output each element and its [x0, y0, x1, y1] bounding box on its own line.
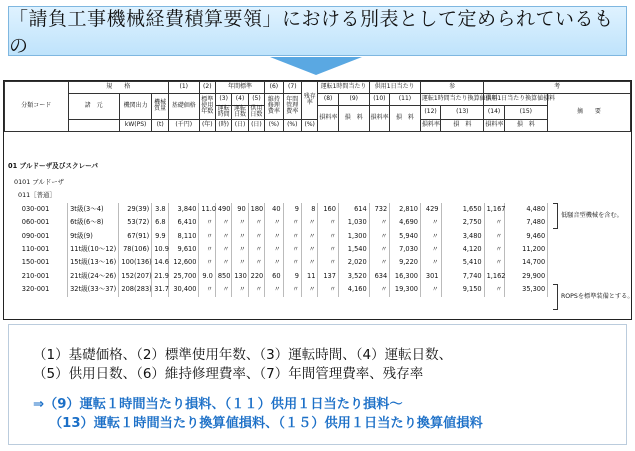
cell-out: 67(91) — [119, 230, 152, 243]
cell-m: 〃 — [265, 216, 283, 229]
cell-code: 150-001 — [4, 257, 68, 270]
cell-r: 11 — [301, 270, 317, 283]
cell-s: 〃 — [248, 216, 264, 229]
cell-m: 〃 — [265, 283, 283, 296]
header-residual-unit: (%) — [302, 119, 318, 131]
cell-r10: 634 — [369, 270, 390, 283]
cell-remarks — [548, 230, 631, 243]
cell-g: 9 — [283, 270, 301, 283]
header-c10: (10) — [369, 94, 389, 106]
section-title: 01 ブルドーザ及びスクレーパ — [8, 162, 99, 170]
cell-r12: 429 — [420, 203, 441, 216]
cell-r12: 〃 — [420, 230, 441, 243]
cell-g: 〃 — [283, 216, 301, 229]
header-c5: (5) — [248, 94, 264, 106]
cell-code: 060-001 — [4, 216, 68, 229]
cell-h: 〃 — [215, 243, 231, 256]
cell-d: 〃 — [232, 283, 248, 296]
cell-r14: 〃 — [484, 230, 505, 243]
cell-std: 9.0 — [199, 270, 215, 283]
cell-r13: 3,480 — [441, 230, 484, 243]
cell-r9: 2,020 — [338, 257, 369, 270]
cell-d: 〃 — [232, 257, 248, 270]
header-sv-unit: (日) — [248, 119, 264, 131]
cell-wt: 6.8 — [152, 216, 168, 229]
header-c3: (3) — [215, 94, 231, 106]
cell-code: 030-001 — [4, 203, 68, 216]
header-c4: (4) — [232, 94, 248, 106]
cell-r13: 1,650 — [441, 203, 484, 216]
header-output: 機関出力 — [119, 94, 152, 120]
header-op-days: 運転日数 — [232, 106, 248, 120]
cell-spec: 32t級(33～37) — [68, 283, 119, 296]
cell-s: 〃 — [248, 230, 264, 243]
cell-base: 3,840 — [168, 203, 199, 216]
header-std-unit: (年) — [199, 119, 215, 131]
cell-r11: 2,810 — [390, 203, 421, 216]
cell-spec: 3t級(3～4) — [68, 203, 119, 216]
cell-d: 130 — [232, 270, 248, 283]
cell-h: 〃 — [215, 216, 231, 229]
cell-r11: 16,300 — [390, 270, 421, 283]
cell-wt: 10.9 — [152, 243, 168, 256]
cell-out: 29(39) — [119, 203, 152, 216]
cell-s: 〃 — [248, 243, 264, 256]
header-c14: (14) — [484, 106, 504, 120]
cell-r10: 〃 — [369, 243, 390, 256]
cell-out: 152(207) — [119, 270, 152, 283]
header-rate-12: 損料率 — [420, 119, 440, 131]
cell-r12: 〃 — [420, 283, 441, 296]
explain-line-1: （1）基礎価格、（2）標準使用年数、（3）運転時間、（4）運転日数、 — [33, 347, 453, 363]
cell-m: 〃 — [265, 243, 283, 256]
cell-r11: 5,940 — [390, 230, 421, 243]
explain-line-3: ⇒（9）運転１時間当たり損料、（１１）供用１日当たり損料～ — [33, 397, 403, 412]
cell-wt: 3.8 — [152, 203, 168, 216]
cell-r13: 9,150 — [441, 283, 484, 296]
cell-out: 208(283) — [119, 283, 152, 296]
cell-r14: 〃 — [484, 216, 505, 229]
cell-r8: 160 — [318, 203, 339, 216]
cell-base: 30,400 — [168, 283, 199, 296]
cell-s: 〃 — [248, 283, 264, 296]
cell-r15: 11,200 — [505, 243, 548, 256]
header-annual: 年間標準 — [215, 82, 264, 94]
cell-wt: 14.6 — [152, 257, 168, 270]
cell-r15: 7,480 — [505, 216, 548, 229]
header-c11: (11) — [390, 94, 421, 106]
cell-base: 9,610 — [168, 243, 199, 256]
table-row — [4, 283, 631, 296]
header-remarks: 摘 要 — [547, 94, 630, 132]
note-low-noise: 低騒音型機械を含む。 — [561, 212, 623, 219]
cell-r11: 19,300 — [390, 283, 421, 296]
cell-code: 090-001 — [4, 230, 68, 243]
cell-r11: 4,690 — [390, 216, 421, 229]
cell-std: 〃 — [199, 243, 215, 256]
cell-g: 〃 — [283, 230, 301, 243]
header-fee-15: 損 料 — [504, 119, 547, 131]
header-ref: 参 — [420, 82, 484, 94]
cell-out: 53(72) — [119, 216, 152, 229]
header-ref2: 考 — [484, 82, 631, 94]
cell-spec: 15t級(13～16) — [68, 257, 119, 270]
cell-h: 〃 — [215, 257, 231, 270]
header-c6: (6) — [265, 82, 283, 94]
cell-r8: 〃 — [318, 230, 339, 243]
cell-r15: 29,900 — [505, 270, 548, 283]
title-banner — [8, 6, 627, 56]
header-op-days-unit: (日) — [232, 119, 248, 131]
cell-r14: 〃 — [484, 257, 505, 270]
header-fee-11: 損 料 — [390, 106, 421, 132]
header-rate-10: 損料率 — [369, 106, 389, 132]
cell-r14: 1,162 — [484, 270, 505, 283]
cell-wt: 21.9 — [152, 270, 168, 283]
header-rate-14: 損料率 — [484, 119, 504, 131]
table-row — [4, 243, 631, 256]
table-header — [4, 81, 631, 132]
cell-s: 220 — [248, 270, 264, 283]
cell-std: 〃 — [199, 283, 215, 296]
cell-r8: 〃 — [318, 243, 339, 256]
cell-out: 78(106) — [119, 243, 152, 256]
cell-spec: 21t級(24～26) — [68, 270, 119, 283]
explain-line-2: （5）供用日数、（6）維持修理費率、（7）年間管理費率、残存率 — [33, 366, 424, 382]
cell-std: 〃 — [199, 216, 215, 229]
cost-table — [3, 80, 632, 320]
explain-line-4: （13）運転１時間当たり換算値損料、（１５）供用１日当たり換算値損料 — [49, 416, 483, 431]
header-std: 標準使用年数 — [199, 94, 215, 120]
cell-s: 〃 — [248, 257, 264, 270]
cell-remarks — [548, 243, 631, 256]
header-c12: (12) — [420, 106, 440, 120]
cell-base: 8,110 — [168, 230, 199, 243]
cell-m: 60 — [265, 270, 283, 283]
cell-remarks — [548, 257, 631, 270]
cell-r11: 7,030 — [390, 243, 421, 256]
cell-h: 490 — [215, 203, 231, 216]
header-shomei: 諸 元 — [68, 94, 119, 120]
cell-r14: 〃 — [484, 283, 505, 296]
cell-base: 25,700 — [168, 270, 199, 283]
cell-r: 〃 — [301, 230, 317, 243]
header-op-unit: (時) — [215, 119, 231, 131]
header-residual: 残存率 — [302, 82, 318, 120]
cell-r9: 614 — [338, 203, 369, 216]
cell-g: 9 — [283, 203, 301, 216]
cell-code: 210-001 — [4, 270, 68, 283]
cell-base: 6,410 — [168, 216, 199, 229]
header-per-day: 供用1日当たり — [369, 82, 420, 94]
header-base: 基礎価格 — [168, 94, 199, 120]
cell-r13: 5,410 — [441, 257, 484, 270]
header-c1: (1) — [168, 82, 199, 94]
brace-1-icon — [553, 203, 558, 229]
cell-h: 〃 — [215, 230, 231, 243]
cell-wt: 9.9 — [152, 230, 168, 243]
cell-m: 40 — [265, 203, 283, 216]
header-per-hour: 運転1時間当たり — [318, 82, 369, 94]
cell-code: 110-001 — [4, 243, 68, 256]
cell-r10: 732 — [369, 203, 390, 216]
cell-r10: 〃 — [369, 257, 390, 270]
cell-r12: 〃 — [420, 243, 441, 256]
header-c8: (8) — [318, 94, 338, 106]
down-arrow-icon — [270, 57, 362, 75]
header-mgmt-unit: (%) — [283, 119, 301, 131]
header-maint-unit: (%) — [265, 119, 283, 131]
cell-r15: 35,300 — [505, 283, 548, 296]
cell-r9: 1,300 — [338, 230, 369, 243]
cell-spec: 9t級(9) — [68, 230, 119, 243]
cell-r13: 2,750 — [441, 216, 484, 229]
cell-g: 〃 — [283, 243, 301, 256]
cell-std: 〃 — [199, 257, 215, 270]
brace-2-icon — [553, 284, 558, 310]
cell-r: 〃 — [301, 257, 317, 270]
header-conv-h: 運転1時間当たり換算値損料 — [420, 94, 484, 106]
header-fee-13: 損 料 — [441, 119, 484, 131]
header-c13: (13) — [441, 106, 484, 120]
cell-d: 〃 — [232, 216, 248, 229]
cell-g: 〃 — [283, 257, 301, 270]
cell-std: 11.0 — [199, 203, 215, 216]
cell-r8: 137 — [318, 270, 339, 283]
table-row — [4, 203, 631, 216]
header-empty — [68, 119, 119, 131]
cell-r13: 4,120 — [441, 243, 484, 256]
cell-std: 〃 — [199, 230, 215, 243]
cell-remarks — [548, 270, 631, 283]
cell-g: 〃 — [283, 283, 301, 296]
cell-r10: 〃 — [369, 230, 390, 243]
cell-r14: 1,167 — [484, 203, 505, 216]
cell-d: 〃 — [232, 230, 248, 243]
header-output-unit: kW(PS) — [119, 119, 152, 131]
cell-r14: 〃 — [484, 243, 505, 256]
cell-r15: 9,460 — [505, 230, 548, 243]
table-row — [4, 270, 631, 283]
cell-r: 〃 — [301, 216, 317, 229]
cell-d: 90 — [232, 203, 248, 216]
cell-spec: 6t級(6～8) — [68, 216, 119, 229]
cell-code: 320-001 — [4, 283, 68, 296]
header-weight-unit: (t) — [152, 119, 168, 131]
cell-r9: 3,520 — [338, 270, 369, 283]
cell-h: 850 — [215, 270, 231, 283]
header-weight: 機械質量 — [152, 94, 168, 120]
header-op-time: 運転時間 — [215, 106, 231, 120]
header-kikaku: 規 格 — [68, 82, 168, 94]
cell-r8: 〃 — [318, 257, 339, 270]
cell-m: 〃 — [265, 257, 283, 270]
cell-d: 〃 — [232, 243, 248, 256]
cell-r12: 301 — [420, 270, 441, 283]
table-row — [4, 257, 631, 270]
explanation-box — [8, 324, 627, 445]
cell-r: 8 — [301, 203, 317, 216]
cell-h: 〃 — [215, 283, 231, 296]
header-c15: (15) — [504, 106, 547, 120]
cell-r11: 9,220 — [390, 257, 421, 270]
cell-r9: 4,160 — [338, 283, 369, 296]
cell-r9: 1,540 — [338, 243, 369, 256]
note-rops: ROPSを標準装備とする。 — [561, 293, 634, 300]
cell-r8: 〃 — [318, 283, 339, 296]
cell-base: 12,600 — [168, 257, 199, 270]
header-c9: (9) — [338, 94, 369, 106]
table-body — [4, 203, 631, 297]
header-mgmt: 年間管理費率 — [283, 94, 301, 120]
cell-m: 〃 — [265, 230, 283, 243]
banner-title: 「請負工事機械経費積算要領」における別表として定められているもの — [9, 8, 614, 57]
cell-r: 〃 — [301, 243, 317, 256]
cell-spec: 11t級(10～12) — [68, 243, 119, 256]
cell-r12: 〃 — [420, 216, 441, 229]
table-row — [4, 230, 631, 243]
cell-r12: 〃 — [420, 257, 441, 270]
header-rate-8: 損料率 — [318, 106, 338, 132]
cell-r8: 〃 — [318, 216, 339, 229]
cell-s: 180 — [248, 203, 264, 216]
header-c2: (2) — [199, 82, 215, 94]
cell-wt: 31.7 — [152, 283, 168, 296]
header-fee-9: 損 料 — [338, 106, 369, 132]
cell-r15: 4,480 — [505, 203, 548, 216]
table-row — [4, 216, 631, 229]
header-code: 分類コード — [5, 82, 69, 132]
header-maint: 維持修理費率 — [265, 94, 283, 120]
cell-r10: 〃 — [369, 216, 390, 229]
header-conv-d: 供用1日当たり換算値損料 — [484, 94, 548, 106]
header-c7: (7) — [283, 82, 301, 94]
header-base-unit: (千円) — [168, 119, 199, 131]
cell-r13: 7,740 — [441, 270, 484, 283]
header-sv-days: 供用日数 — [248, 106, 264, 120]
cell-r15: 14,700 — [505, 257, 548, 270]
subsub-title: 011［普通］ — [18, 191, 56, 199]
cell-r9: 1,030 — [338, 216, 369, 229]
cell-out: 100(136) — [119, 257, 152, 270]
subsection-title: 0101 ブルドーザ — [14, 178, 64, 186]
cell-r10: 〃 — [369, 283, 390, 296]
cell-r: 〃 — [301, 283, 317, 296]
